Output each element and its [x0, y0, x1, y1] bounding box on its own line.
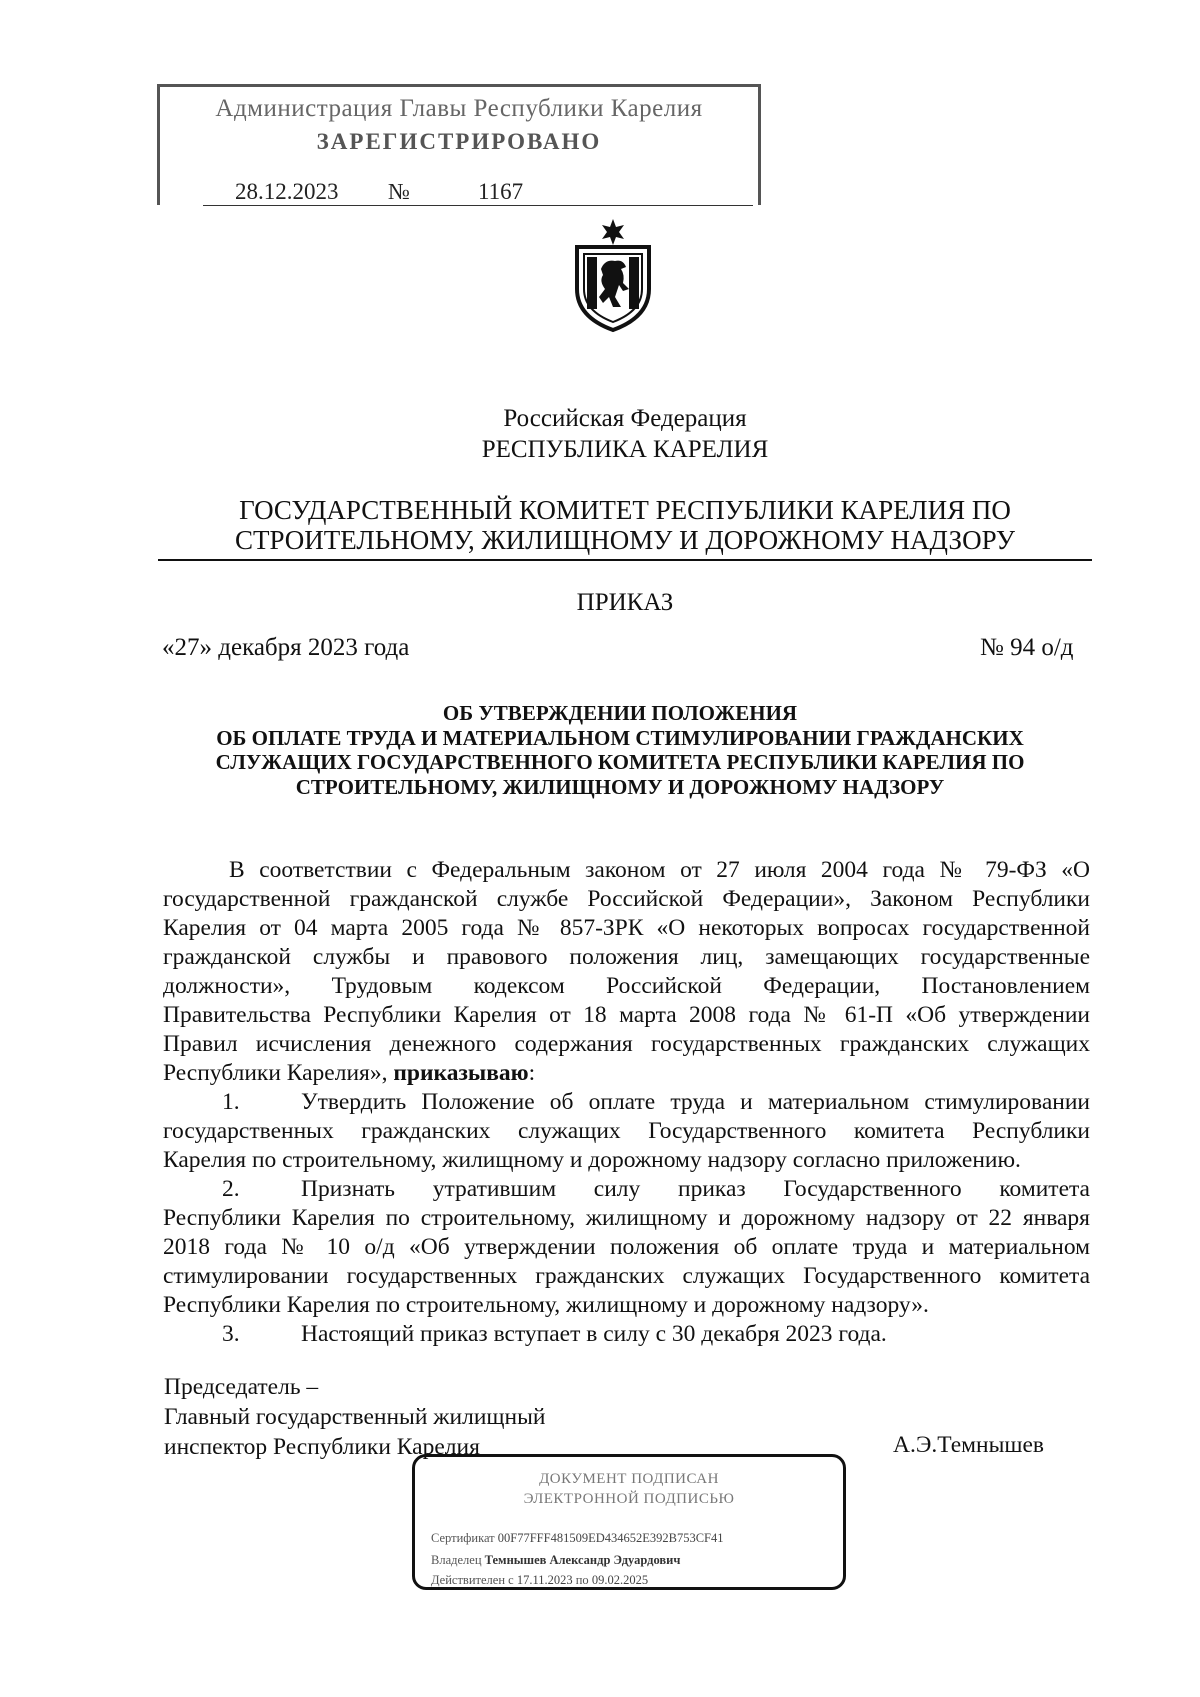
karelia-coat-of-arms-icon: [571, 217, 655, 333]
registration-number-label: №: [388, 179, 410, 204]
esig-owner-value: Темнышев Александр Эдуардович: [484, 1553, 681, 1567]
title-line: ОБ ОПЛАТЕ ТРУДА И МАТЕРИАЛЬНОМ СТИМУЛИРОВАНИИ ГРАЖДАНСКИХ: [216, 725, 1024, 750]
esig-valid-to-label: по: [575, 1573, 589, 1587]
registration-date: 28.12.2023: [235, 179, 339, 204]
preamble-line: Карелия от 04 марта 2005 года № 857-ЗРК «О некоторых вопросах государственной: [163, 915, 1090, 941]
signature-position: [164, 1372, 545, 1462]
committee-name-line-2: СТРОИТЕЛЬНОМУ, ЖИЛИЩНОМУ И ДОРОЖНОМУ НАДЗОРУ: [234, 525, 1016, 555]
esig-certificate-label: Сертификат: [431, 1531, 495, 1545]
committee-name-line-1: ГОСУДАРСТВЕННЫЙ КОМИТЕТ РЕСПУБЛИКИ КАРЕЛИЯ ПО: [239, 495, 1011, 525]
title-line: СТРОИТЕЛЬНОМУ, ЖИЛИЩНОМУ И ДОРОЖНОМУ НАДЗОРУ: [295, 774, 945, 799]
item-line: Республики Карелия по строительному, жилищному и дорожному надзору».: [163, 1292, 929, 1318]
position-line: Главный государственный жилищный: [164, 1404, 546, 1430]
preamble-line: государственной гражданской службе Российской Федерации», Законом Республики: [163, 886, 1090, 912]
signer-name: А.Э.Темнышев: [893, 1432, 1044, 1458]
preamble-line: гражданской службы и правового положения лиц, замещающих государственные: [163, 944, 1090, 970]
item-number: 2.: [222, 1176, 240, 1202]
document-number: № 94 о/д: [980, 634, 1074, 661]
electronic-signature-stamp: [412, 1454, 846, 1590]
item-first-line: Утвердить Положение об оплате труда и материальном стимулировании: [301, 1089, 1090, 1115]
preamble-last-line: Республики Карелия», приказываю:: [163, 1060, 536, 1086]
registration-underline: [203, 205, 753, 206]
item-line: Карелия по строительному, жилищному и дорожному надзору согласно приложению.: [163, 1147, 1021, 1173]
registration-number: 1167: [478, 179, 524, 204]
esig-title-line-1: ДОКУМЕНТ ПОДПИСАН: [539, 1471, 719, 1487]
esig-certificate-value: 00F77FFF481509ED434652E392B753CF41: [497, 1531, 724, 1545]
item-first-line: Настоящий приказ вступает в силу с 30 декабря 2023 года.: [301, 1321, 887, 1347]
esig-certificate: [431, 1531, 724, 1546]
registration-organization: Администрация Главы Республики Карелия: [215, 95, 703, 122]
document-date: «27» декабря 2023 года: [162, 634, 410, 661]
preamble-line: В соответствии с Федеральным законом от 27 июля 2004 года № 79-ФЗ «О: [229, 857, 1090, 883]
item-line: государственных гражданских служащих Государственного комитета Республики: [163, 1118, 1090, 1144]
title-line: ОБ УТВЕРЖДЕНИИ ПОЛОЖЕНИЯ: [442, 701, 798, 725]
country-name: Российская Федерация: [503, 405, 747, 432]
esig-validity: [431, 1573, 648, 1588]
document-type: ПРИКАЗ: [576, 589, 674, 616]
esig-title-line-2: ЭЛЕКТРОННОЙ ПОДПИСЬЮ: [523, 1491, 735, 1507]
item-line: 2018 года № 10 о/д «Об утверждении положения об оплате труда и материальном: [163, 1234, 1090, 1260]
esig-valid-label: Действителен с: [431, 1573, 514, 1587]
item-number: 1.: [222, 1089, 240, 1115]
position-line: Председатель –: [164, 1374, 319, 1400]
esig-valid-from: 17.11.2023: [516, 1573, 573, 1587]
preamble-line: должности», Трудовым кодексом Российской Федерации, Постановлением: [163, 973, 1090, 999]
republic-name: РЕСПУБЛИКА КАРЕЛИЯ: [481, 436, 769, 463]
position-line: инспектор Республики Карелия: [164, 1434, 480, 1460]
item-line: Республики Карелия по строительному, жилищному и дорожному надзору от 22 января: [163, 1205, 1090, 1231]
esig-owner-label: Владелец: [431, 1553, 482, 1567]
preamble-line: Правительства Республики Карелия от 18 марта 2008 года № 61-П «Об утверждении: [163, 1002, 1090, 1028]
preamble-line: Правил исчисления денежного содержания государственных гражданских служащих: [163, 1031, 1090, 1057]
title-line: СЛУЖАЩИХ ГОСУДАРСТВЕННОГО КОМИТЕТА РЕСПУБЛИКИ КАРЕЛИЯ ПО: [215, 750, 1025, 774]
order-word: приказываю: [393, 1060, 529, 1086]
item-line: стимулировании государственных гражданских служащих Государственного комитета: [163, 1263, 1090, 1289]
registration-stamp: [157, 84, 761, 205]
preamble-last-text: Республики Карелия»,: [163, 1060, 388, 1086]
registration-status: ЗАРЕГИСТРИРОВАНО: [316, 129, 602, 154]
header-divider: [158, 559, 1092, 561]
item-number: 3.: [222, 1321, 240, 1347]
esig-valid-to: 09.02.2025: [591, 1573, 649, 1587]
item-first-line: Признать утратившим силу приказ Государственного комитета: [301, 1176, 1090, 1202]
esig-owner: [431, 1553, 680, 1568]
document-title: [150, 701, 1090, 799]
